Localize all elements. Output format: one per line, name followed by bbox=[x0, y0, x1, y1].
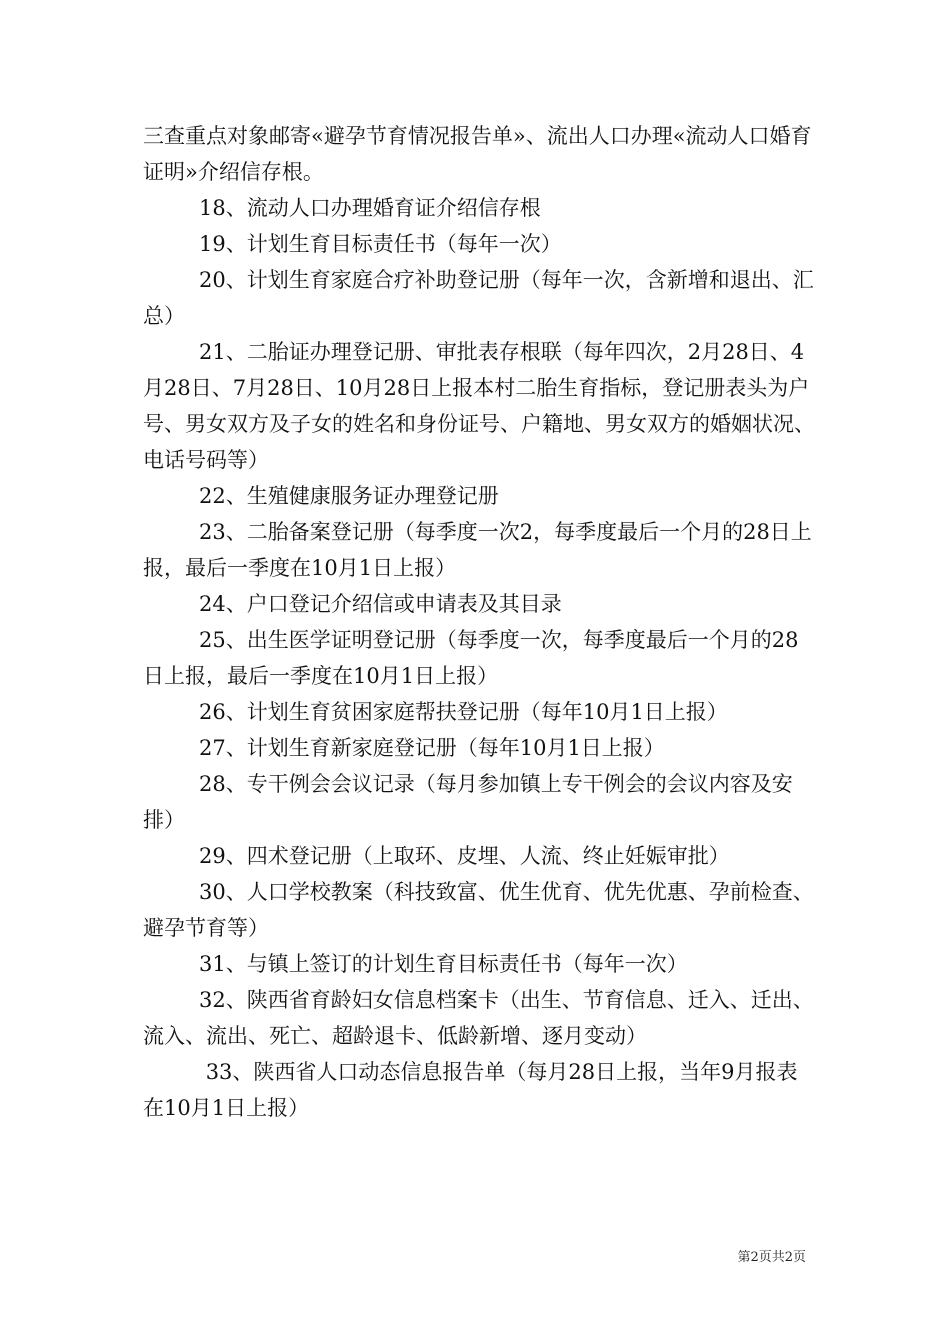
list-item-28: 28、专干例会会议记录（每月参加镇上专干例会的会议内容及安排） bbox=[143, 772, 793, 832]
list-item-24: 24、户口登记介绍信或申请表及其目录 bbox=[199, 592, 562, 616]
list-item-22: 22、生殖健康服务证办理登记册 bbox=[199, 484, 499, 508]
list-item-27: 27、计划生育新家庭登记册（每年10月1日上报） bbox=[199, 736, 665, 760]
list-item-21: 21、二胎证办理登记册、审批表存根联（每年四次，2月28日、4月28日、7月28日、10月28日上报本村二胎生育指标，登记册表头为户号、男女双方及子女的姓名和身份证号、户籍地、男女双方的婚姻状况、电话号码等） bbox=[143, 340, 815, 472]
list-item-25: 25、出生医学证明登记册（每季度一次，每季度最后一个月的28日上报，最后一季度在10月1日上报） bbox=[143, 628, 799, 688]
list-item-23: 23、二胎备案登记册（每季度一次2，每季度最后一个月的28日上报，最后一季度在10月1日上报） bbox=[143, 520, 812, 580]
page-number: 第2页共2页 bbox=[737, 1250, 806, 1265]
list-item-31: 31、与镇上签订的计划生育目标责任书（每年一次） bbox=[199, 952, 688, 976]
list-item-32: 32、陕西省育龄妇女信息档案卡（出生、节育信息、迁入、迁出、流入、流出、死亡、超龄退卡、低龄新增、逐月变动） bbox=[143, 988, 814, 1048]
list-item-26: 26、计划生育贫困家庭帮扶登记册（每年10月1日上报） bbox=[199, 700, 728, 724]
list-item-20: 20、计划生育家庭合疗补助登记册（每年一次，含新增和退出、汇总） bbox=[143, 268, 814, 328]
list-item-18: 18、流动人口办理婚育证介绍信存根 bbox=[199, 196, 541, 220]
list-item-29: 29、四术登记册（上取环、皮埋、人流、终止妊娠审批） bbox=[199, 844, 730, 868]
paragraph-intro: 三查重点对象邮寄«避孕节育情况报告单»、流出人口办理«流动人口婚育证明»介绍信存根。 bbox=[143, 124, 812, 184]
document-body bbox=[143, 118, 815, 1126]
list-item-19: 19、计划生育目标责任书（每年一次） bbox=[199, 232, 562, 256]
list-item-30: 30、人口学校教案（科技致富、优生优育、优先优惠、孕前检查、避孕节育等） bbox=[143, 880, 814, 940]
list-item-33: 33、陕西省人口动态信息报告单（每月28日上报，当年9月报表在10月1日上报） bbox=[143, 1060, 798, 1120]
